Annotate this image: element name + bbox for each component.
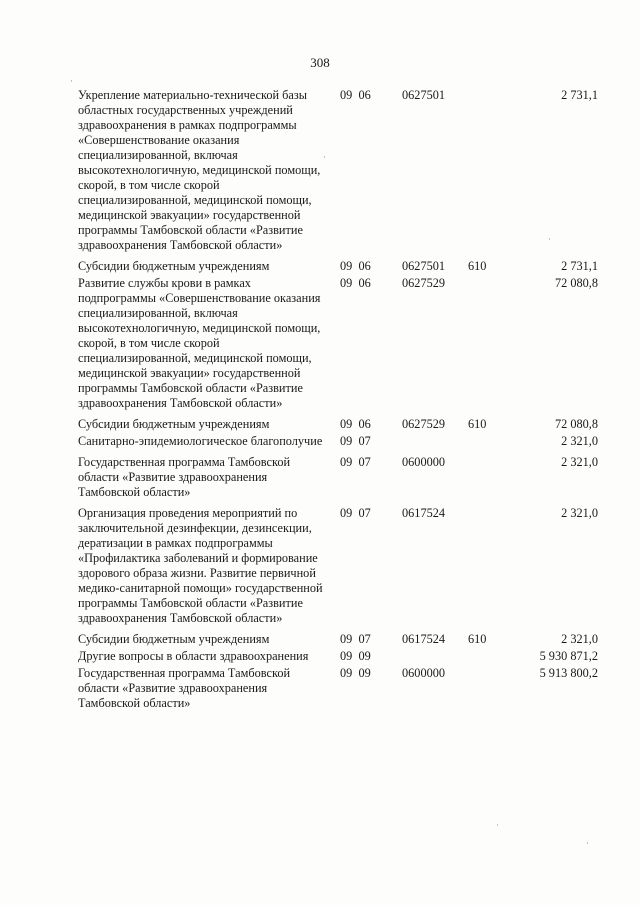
table-row bbox=[78, 632, 598, 647]
row-expense-type: 610 bbox=[468, 632, 487, 646]
page-number: 308 bbox=[310, 55, 330, 70]
row-section: 09 07 bbox=[340, 455, 371, 469]
scan-dot: · bbox=[70, 76, 73, 86]
row-target-article: 0627529 bbox=[402, 276, 446, 290]
table-row bbox=[78, 88, 598, 253]
row-amount: 72 080,8 bbox=[554, 276, 598, 290]
row-target-article bbox=[402, 649, 468, 664]
table-row bbox=[78, 434, 598, 449]
row-section: 09 06 bbox=[340, 276, 371, 290]
row-amount: 72 080,8 bbox=[554, 417, 598, 431]
row-amount: 2 321,0 bbox=[561, 506, 598, 520]
row-amount: 2 321,0 bbox=[561, 455, 598, 469]
row-amount: 2 731,1 bbox=[561, 88, 598, 102]
row-target-article bbox=[402, 434, 468, 449]
row-target-article: 0600000 bbox=[402, 455, 446, 469]
budget-table bbox=[78, 88, 598, 713]
row-expense-type bbox=[468, 455, 512, 500]
scan-dot: · bbox=[496, 820, 499, 830]
row-target-article: 0627501 bbox=[402, 88, 446, 102]
row-section: 09 09 bbox=[340, 666, 371, 680]
table-row bbox=[78, 649, 598, 664]
table-row bbox=[78, 666, 598, 711]
table-row bbox=[78, 455, 598, 500]
scan-dot: · bbox=[323, 152, 326, 162]
row-name: Государственная программа Тамбовской области «Развитие здравоохранения Тамбовской области» bbox=[78, 455, 291, 499]
row-target-article: 0627501 bbox=[402, 259, 446, 273]
row-name: Субсидии бюджетным учреждениям bbox=[78, 417, 270, 431]
scan-dot: · bbox=[586, 838, 589, 848]
row-section: 09 07 bbox=[340, 632, 371, 646]
row-expense-type bbox=[468, 434, 512, 449]
row-amount: 2 321,0 bbox=[561, 434, 598, 448]
row-section: 09 09 bbox=[340, 649, 371, 663]
row-name: Укрепление материально-технической базы областных государственных учреждений здравоохранения в рамках подпрограммы «Совершенствование оказания специализированной, включая высокотехнологичную, медицинской помощи, скорой, в том числе скорой специализированной, медицинской помощи, медицинской эвакуации» государственной программы Тамбовской области «Развитие здравоохранения Тамбовской области» bbox=[78, 88, 321, 252]
row-section: 09 07 bbox=[340, 434, 371, 448]
row-amount: 2 321,0 bbox=[561, 632, 598, 646]
table-row bbox=[78, 259, 598, 274]
row-expense-type bbox=[468, 276, 512, 411]
row-section: 09 06 bbox=[340, 417, 371, 431]
row-target-article: 0617524 bbox=[402, 506, 446, 520]
row-expense-type bbox=[468, 666, 512, 711]
row-expense-type: 610 bbox=[468, 417, 487, 431]
row-section: 09 07 bbox=[340, 506, 371, 520]
row-name: Другие вопросы в области здравоохранения bbox=[78, 649, 309, 663]
row-expense-type bbox=[468, 649, 512, 664]
table-row bbox=[78, 417, 598, 432]
scan-dot: · bbox=[548, 234, 551, 244]
row-amount: 5 930 871,2 bbox=[539, 649, 598, 663]
row-section: 09 06 bbox=[340, 88, 371, 102]
row-target-article: 0627529 bbox=[402, 417, 446, 431]
row-section: 09 06 bbox=[340, 259, 371, 273]
row-name: Развитие службы крови в рамках подпрограммы «Совершенствование оказания специализированной, включая высокотехнологичную, медицинской помощи, скорой, в том числе скорой специализированной, медицинской помощи, медицинской эвакуации» государственной программы Тамбовской области «Развитие здравоохранения Тамбовской области» bbox=[78, 276, 321, 410]
row-expense-type bbox=[468, 506, 512, 626]
row-name: Санитарно-эпидемиологическое благополучие bbox=[78, 434, 323, 448]
table-row bbox=[78, 506, 598, 626]
row-amount: 5 913 800,2 bbox=[539, 666, 598, 680]
row-expense-type bbox=[468, 88, 512, 253]
row-name: Субсидии бюджетным учреждениям bbox=[78, 632, 270, 646]
row-name: Организация проведения мероприятий по заключительной дезинфекции, дезинсекции, дератизации в рамках подпрограммы «Профилактика заболеваний и формирование здорового образа жизни. Развитие первичной медико-санитарной помощи» государственной программы Тамбовской области «Развитие здравоохранения Тамбовской области» bbox=[78, 506, 323, 625]
table-row bbox=[78, 276, 598, 411]
row-expense-type: 610 bbox=[468, 259, 487, 273]
row-target-article: 0600000 bbox=[402, 666, 446, 680]
row-amount: 2 731,1 bbox=[561, 259, 598, 273]
row-name: Государственная программа Тамбовской области «Развитие здравоохранения Тамбовской области» bbox=[78, 666, 291, 710]
row-target-article: 0617524 bbox=[402, 632, 446, 646]
row-name: Субсидии бюджетным учреждениям bbox=[78, 259, 270, 273]
